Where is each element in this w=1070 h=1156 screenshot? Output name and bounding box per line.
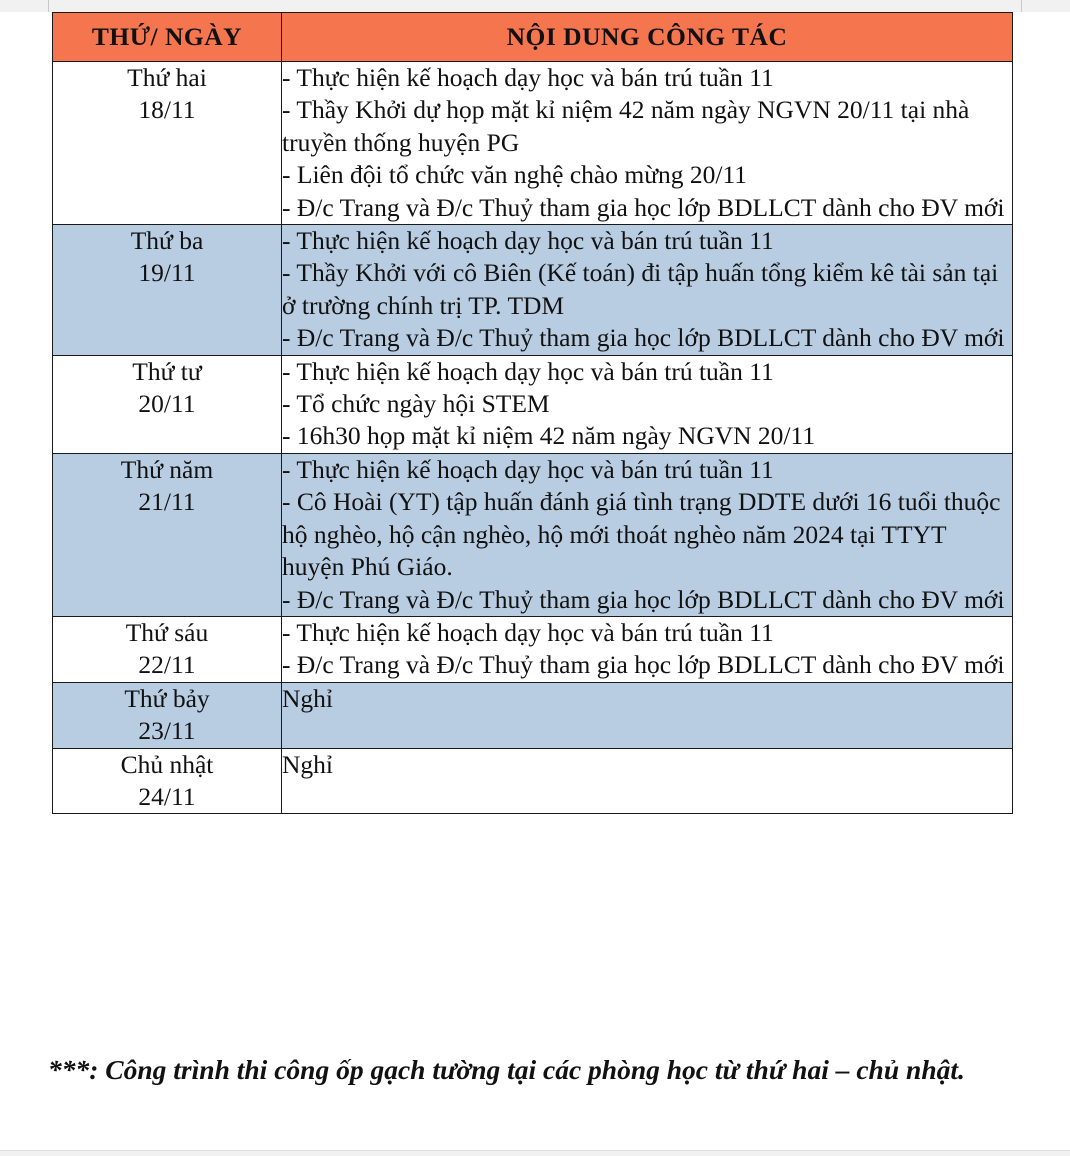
table-row xyxy=(53,748,1013,814)
content-line: - Thực hiện kế hoạch dạy học và bán trú tuần 11 xyxy=(282,356,774,386)
content-line: - Thầy Khởi dự họp mặt kỉ niệm 42 năm ngày NGVN 20/11 tại nhà truyền thống huyện PG xyxy=(282,95,970,157)
page-corner-mark-right xyxy=(1021,0,1022,12)
content-cell xyxy=(282,62,1013,225)
header-content: NỘI DUNG CÔNG TÁC xyxy=(282,13,1013,62)
content-line: - Thầy Khởi với cô Biên (Kế toán) đi tập huấn tổng kiểm kê tài sản tại ở trường chính trị TP. TDM xyxy=(282,258,999,320)
table-row xyxy=(53,62,1013,225)
footnote: ***: Công trình thi công ốp gạch tường tại các phòng học từ thứ hai – chủ nhật. xyxy=(48,1054,965,1085)
content-line: - Liên đội tổ chức văn nghệ chào mừng 20/11 xyxy=(282,160,748,190)
content-line: - Đ/c Trang và Đ/c Thuỷ tham gia học lớp BDLLCT dành cho ĐV mới xyxy=(282,192,1005,222)
content-line: - Tổ chức ngày hội STEM xyxy=(282,389,550,419)
day-cell xyxy=(53,225,282,356)
day-date: 23/11 xyxy=(138,716,196,746)
day-name: Thứ ba xyxy=(130,226,204,256)
content-line: - Thực hiện kế hoạch dạy học và bán trú tuần 11 xyxy=(282,226,774,256)
day-cell xyxy=(53,62,282,225)
content-cell xyxy=(282,748,1013,814)
content-line: - 16h30 họp mặt kỉ niệm 42 năm ngày NGVN 20/11 xyxy=(282,421,816,451)
day-date: 20/11 xyxy=(138,389,196,419)
day-name: Thứ hai xyxy=(127,63,207,92)
content-cell xyxy=(282,616,1013,682)
day-date: 18/11 xyxy=(138,95,196,125)
content-line: - Thực hiện kế hoạch dạy học và bán trú tuần 11 xyxy=(282,454,774,484)
page-corner-mark-left xyxy=(48,0,49,12)
day-name: Chủ nhật xyxy=(120,749,214,779)
page-bottom-edge xyxy=(0,1150,1070,1156)
table-header-row xyxy=(53,13,1013,62)
day-name: Thứ bảy xyxy=(124,683,210,713)
day-date: 24/11 xyxy=(138,781,196,811)
table-row xyxy=(53,355,1013,453)
content-line: Nghỉ xyxy=(282,683,333,713)
table-row xyxy=(53,453,1013,616)
content-line: - Thực hiện kế hoạch dạy học và bán trú tuần 11 xyxy=(282,617,774,647)
table-row xyxy=(53,225,1013,356)
content-line: Nghỉ xyxy=(282,749,333,779)
table-row xyxy=(53,682,1013,748)
content-line: - Đ/c Trang và Đ/c Thuỷ tham gia học lớp BDLLCT dành cho ĐV mới xyxy=(282,323,1005,353)
weekly-schedule-table xyxy=(52,12,1013,814)
page-top-edge xyxy=(0,0,1070,12)
day-name: Thứ tư xyxy=(132,356,202,386)
content-line: - Đ/c Trang và Đ/c Thuỷ tham gia học lớp BDLLCT dành cho ĐV mới xyxy=(282,650,1005,680)
content-line: - Đ/c Trang và Đ/c Thuỷ tham gia học lớp BDLLCT dành cho ĐV mới xyxy=(282,584,1005,614)
content-cell xyxy=(282,453,1013,616)
day-name: Thứ sáu xyxy=(125,617,209,647)
day-cell xyxy=(53,748,282,814)
day-cell xyxy=(53,616,282,682)
content-cell xyxy=(282,682,1013,748)
content-line: - Thực hiện kế hoạch dạy học và bán trú tuần 11 xyxy=(282,63,774,92)
day-cell xyxy=(53,682,282,748)
day-cell xyxy=(53,453,282,616)
table-row xyxy=(53,616,1013,682)
day-date: 22/11 xyxy=(138,650,196,680)
header-day: THỨ/ NGÀY xyxy=(53,13,282,62)
day-cell xyxy=(53,355,282,453)
day-date: 19/11 xyxy=(138,258,196,288)
content-cell xyxy=(282,355,1013,453)
content-cell xyxy=(282,225,1013,356)
content-line: - Cô Hoài (YT) tập huấn đánh giá tình trạng DDTE dưới 16 tuổi thuộc hộ nghèo, hộ cận nghèo, hộ mới thoát nghèo năm 2024 tại TTYT huyện Phú Giáo. xyxy=(282,487,1001,582)
day-date: 21/11 xyxy=(138,487,196,517)
day-name: Thứ năm xyxy=(120,454,214,484)
